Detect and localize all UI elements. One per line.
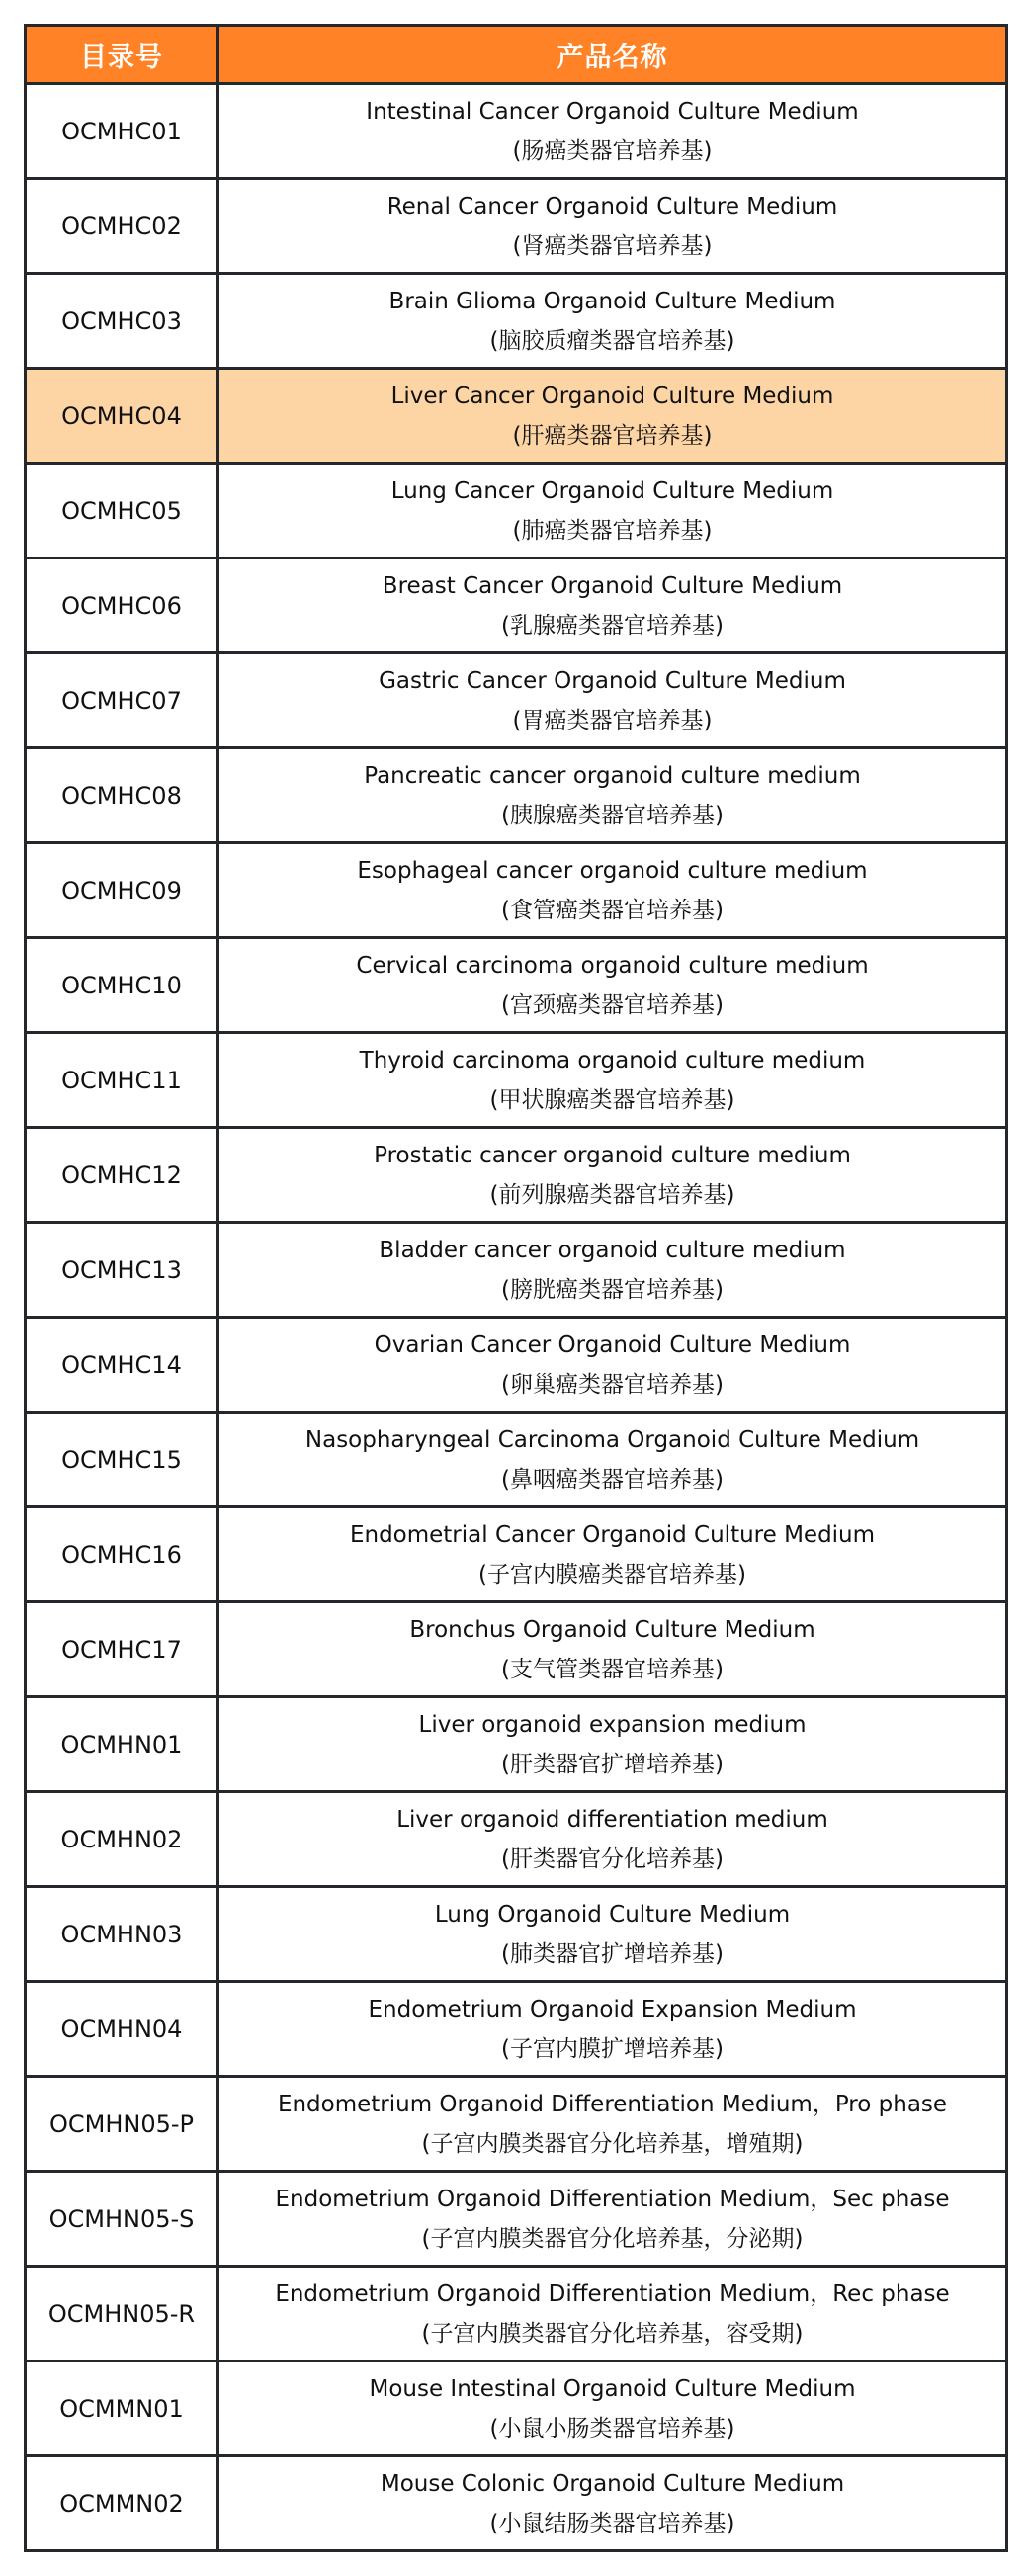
product-name-english: Gastric Cancer Organoid Culture Medium [379,667,846,694]
catalog-number-cell: OCMHC12 [26,1128,218,1223]
catalog-number-cell: OCMHN05-P [26,2077,218,2172]
product-name-english: Brain Glioma Organoid Culture Medium [388,288,836,314]
catalog-number-cell: OCMHC06 [26,558,218,653]
product-name-cell [218,274,1007,369]
table-row [26,1792,1007,1887]
table-row [26,369,1007,464]
catalog-number-cell: OCMHN05-S [26,2172,218,2267]
product-name-chinese: (乳腺癌类器官培养基) [501,612,724,639]
product-name-chinese: (肾癌类器官培养基) [512,232,713,259]
table-row [26,1982,1007,2077]
product-name-cell [218,1982,1007,2077]
product-name-cell [218,1887,1007,1982]
product-name-english: Prostatic cancer organoid culture medium [374,1142,851,1168]
catalog-number-cell: OCMHC11 [26,1033,218,1128]
catalog-number-cell: OCMHN04 [26,1982,218,2077]
product-name-cell [218,558,1007,653]
product-name-chinese: (胰腺癌类器官培养基) [501,802,724,828]
product-name-chinese: (子宫内膜癌类器官培养基) [478,1561,746,1588]
table-row [26,938,1007,1033]
product-name-cell [218,1792,1007,1887]
catalog-number-cell: OCMHC08 [26,748,218,843]
product-name-chinese: (小鼠小肠类器官培养基) [489,2415,735,2442]
product-name-cell [218,2172,1007,2267]
product-name-english: Lung Organoid Culture Medium [434,1901,791,1928]
product-name-chinese: (胃癌类器官培养基) [512,707,713,733]
product-name-cell [218,2077,1007,2172]
table-row [26,1413,1007,1507]
table-row [26,1602,1007,1697]
product-name-cell [218,1413,1007,1507]
table-row [26,653,1007,748]
product-name-chinese: (食管癌类器官培养基) [501,897,724,923]
table-row [26,274,1007,369]
table-row [26,1507,1007,1602]
product-name-english: Endometrium Organoid Differentiation Medium，Rec phase [275,2280,950,2307]
product-name-chinese: (子宫内膜类器官分化培养基，分泌期) [421,2225,804,2252]
product-name-english: Breast Cancer Organoid Culture Medium [382,572,843,599]
product-name-cell [218,1223,1007,1318]
product-name-english: Bronchus Organoid Culture Medium [409,1616,815,1643]
table-row [26,748,1007,843]
catalog-number-cell: OCMHC07 [26,653,218,748]
product-name-cell [218,843,1007,938]
product-name-english: Endometrium Organoid Differentiation Medium，Pro phase [277,2091,948,2117]
product-name-chinese: (卵巢癌类器官培养基) [501,1371,724,1398]
product-name-cell [218,2267,1007,2361]
product-name-english: Endometrium Organoid Expansion Medium [368,1996,857,2022]
table-row [26,1318,1007,1413]
table-row [26,843,1007,938]
table-row [26,2456,1007,2551]
product-name-chinese: (鼻咽癌类器官培养基) [501,1466,724,1493]
product-name-english: Pancreatic cancer organoid culture medium [364,762,861,789]
product-name-english: Lung Cancer Organoid Culture Medium [390,477,834,504]
product-name-cell [218,464,1007,558]
product-name-english: Liver organoid expansion medium [418,1711,807,1738]
product-name-english: Thyroid carcinoma organoid culture medium [359,1047,866,1073]
catalog-number-cell: OCMHC05 [26,464,218,558]
catalog-number-cell: OCMHN05-R [26,2267,218,2361]
table-row [26,1128,1007,1223]
table-row [26,84,1007,179]
product-name-chinese: (肺癌类器官培养基) [512,517,713,544]
product-name-chinese: (小鼠结肠类器官培养基) [489,2510,735,2536]
table-row [26,2267,1007,2361]
table-row [26,1887,1007,1982]
product-name-english: Cervical carcinoma organoid culture medium [356,952,869,979]
catalog-number-cell: OCMHC03 [26,274,218,369]
product-name-cell [218,84,1007,179]
product-name-chinese: (肠癌类器官培养基) [512,137,713,164]
catalog-number-cell: OCMHC16 [26,1507,218,1602]
catalog-number-cell: OCMHN03 [26,1887,218,1982]
product-name-english: Endometrial Cancer Organoid Culture Medium [349,1521,876,1548]
catalog-number-cell: OCMHN01 [26,1697,218,1792]
table-row [26,2077,1007,2172]
table-row [26,2172,1007,2267]
table-row [26,558,1007,653]
table-row [26,1033,1007,1128]
column-header-product-name: 产品名称 [218,26,1007,84]
catalog-number-cell: OCMHC14 [26,1318,218,1413]
product-name-english: Liver organoid differentiation medium [396,1806,828,1833]
table-row [26,179,1007,274]
product-name-cell [218,179,1007,274]
product-name-cell [218,748,1007,843]
product-name-chinese: (子宫内膜扩增培养基) [501,2035,724,2062]
product-name-cell [218,2456,1007,2551]
product-name-cell [218,1507,1007,1602]
product-name-cell [218,1128,1007,1223]
product-name-english: Renal Cancer Organoid Culture Medium [386,193,838,219]
table-row [26,1223,1007,1318]
product-name-cell [218,653,1007,748]
catalog-number-cell: OCMHC13 [26,1223,218,1318]
product-name-cell [218,1033,1007,1128]
product-name-cell [218,1602,1007,1697]
product-name-english: Nasopharyngeal Carcinoma Organoid Culture Medium [304,1426,920,1453]
catalog-number-cell: OCMMN02 [26,2456,218,2551]
product-name-chinese: (支气管类器官培养基) [501,1656,724,1682]
product-name-chinese: (前列腺癌类器官培养基) [489,1181,735,1208]
product-name-cell [218,1318,1007,1413]
product-name-chinese: (子宫内膜类器官分化培养基，容受期) [421,2320,804,2347]
catalog-number-cell: OCMHC17 [26,1602,218,1697]
table-row [26,1697,1007,1792]
product-name-english: Intestinal Cancer Organoid Culture Medium [366,98,859,125]
product-name-chinese: (膀胱癌类器官培养基) [501,1276,724,1303]
product-name-chinese: (子宫内膜类器官分化培养基，增殖期) [421,2130,804,2157]
catalog-number-cell: OCMHC09 [26,843,218,938]
catalog-number-cell: OCMHC02 [26,179,218,274]
product-table-container [24,24,1005,2552]
product-catalog-table [24,24,1008,2552]
catalog-number-cell: OCMMN01 [26,2361,218,2456]
table-header-row [26,26,1007,84]
product-name-chinese: (肺类器官扩增培养基) [501,1940,724,1967]
product-name-cell [218,369,1007,464]
catalog-number-cell: OCMHC15 [26,1413,218,1507]
product-name-chinese: (肝癌类器官培养基) [512,422,713,449]
catalog-number-cell: OCMHC01 [26,84,218,179]
product-name-english: Endometrium Organoid Differentiation Medium，Sec phase [275,2186,950,2212]
product-name-english: Liver Cancer Organoid Culture Medium [390,383,834,409]
product-name-cell [218,2361,1007,2456]
product-name-english: Mouse Intestinal Organoid Culture Medium [369,2375,856,2402]
table-body [26,84,1007,2551]
product-name-english: Bladder cancer organoid culture medium [379,1237,846,1263]
column-header-catalog-number: 目录号 [26,26,218,84]
product-name-english: Mouse Colonic Organoid Culture Medium [380,2470,845,2497]
product-name-english: Esophageal cancer organoid culture medium [357,857,868,884]
catalog-number-cell: OCMHC04 [26,369,218,464]
product-name-cell [218,1697,1007,1792]
catalog-number-cell: OCMHC10 [26,938,218,1033]
product-name-cell [218,938,1007,1033]
product-name-chinese: (肝类器官扩增培养基) [501,1751,724,1777]
table-row [26,2361,1007,2456]
catalog-number-cell: OCMHN02 [26,1792,218,1887]
table-row [26,464,1007,558]
product-name-chinese: (甲状腺癌类器官培养基) [489,1086,735,1113]
product-name-chinese: (宫颈癌类器官培养基) [501,991,724,1018]
product-name-english: Ovarian Cancer Organoid Culture Medium [374,1331,851,1358]
product-name-chinese: (脑胶质瘤类器官培养基) [489,327,735,354]
product-name-chinese: (肝类器官分化培养基) [501,1846,724,1872]
